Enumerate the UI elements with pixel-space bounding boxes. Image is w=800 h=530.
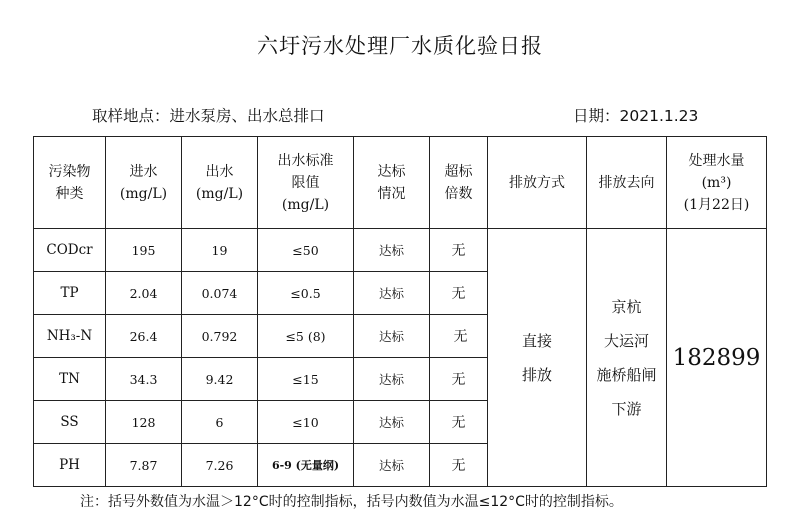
effluent-value: 7.26: [182, 444, 258, 487]
discharge-destination-line3: 施桥船闸: [596, 365, 657, 384]
status-value: 达标: [354, 315, 430, 358]
water-quality-table: [33, 136, 767, 487]
col-influent: [106, 137, 182, 229]
status-value: 达标: [354, 444, 430, 487]
limit-value: 6-9 (无量纲): [258, 444, 354, 487]
influent-value: 2.04: [106, 272, 182, 315]
pollutant-name: CODcr: [34, 229, 106, 272]
col-pollutant-line2: 种类: [55, 185, 84, 202]
report-date: 日期：2021.1.23: [573, 107, 699, 125]
pollutant-name: PH: [34, 444, 106, 487]
col-effluent: [182, 137, 258, 229]
col-effluent-line1: 出水: [205, 163, 234, 180]
discharge-destination-line2: 大运河: [603, 331, 649, 350]
col-limit-line2: 限值: [291, 174, 320, 191]
col-exceed: [430, 137, 488, 229]
discharge-method-cell: [488, 229, 587, 487]
pollutant-name: SS: [34, 401, 106, 444]
pollutant-name: NH₃-N: [34, 315, 106, 358]
col-volume: [667, 137, 767, 229]
col-discharge-method: 排放方式: [488, 137, 587, 229]
status-value: 达标: [354, 401, 430, 444]
col-limit-line1: 出水标准: [277, 152, 334, 169]
exceed-value: 无: [430, 358, 488, 401]
effluent-value: 9.42: [182, 358, 258, 401]
exceed-value: 无: [430, 272, 488, 315]
limit-value: ≤5 (8): [258, 315, 354, 358]
influent-value: 34.3: [106, 358, 182, 401]
influent-value: 195: [106, 229, 182, 272]
influent-value: 128: [106, 401, 182, 444]
col-volume-line1: 处理水量: [688, 152, 745, 169]
status-value: 达标: [354, 358, 430, 401]
limit-value: ≤10: [258, 401, 354, 444]
exceed-value: 无: [430, 315, 488, 358]
footnote: 注：括号外数值为水温＞12°C时的控制指标，括号内数值为水温≤12°C时的控制指标。: [80, 494, 623, 510]
col-influent-line2: (mg/L): [119, 185, 168, 202]
col-limit-line3: (mg/L): [281, 196, 330, 213]
effluent-value: 6: [182, 401, 258, 444]
col-pollutant: [34, 137, 106, 229]
limit-value: ≤0.5: [258, 272, 354, 315]
col-status-line1: 达标: [377, 163, 406, 180]
pollutant-name: TP: [34, 272, 106, 315]
effluent-value: 0.074: [182, 272, 258, 315]
effluent-value: 19: [182, 229, 258, 272]
discharge-destination-line1: 京杭: [611, 297, 642, 316]
discharge-destination-cell: [587, 229, 667, 487]
status-value: 达标: [354, 272, 430, 315]
header-row: [34, 137, 767, 229]
col-discharge-destination: 排放去向: [587, 137, 667, 229]
col-exceed-line1: 超标: [444, 163, 473, 180]
col-pollutant-line1: 污染物: [48, 163, 91, 180]
effluent-value: 0.792: [182, 315, 258, 358]
page-title: 六圩污水处理厂水质化验日报: [257, 34, 543, 58]
exceed-value: 无: [430, 401, 488, 444]
discharge-method-line2: 排放: [521, 365, 552, 384]
col-effluent-line2: (mg/L): [195, 185, 244, 202]
influent-value: 26.4: [106, 315, 182, 358]
col-volume-line3: (1月22日): [683, 196, 750, 213]
discharge-method-line1: 直接: [521, 331, 552, 350]
col-influent-line1: 进水: [129, 163, 158, 180]
exceed-value: 无: [430, 229, 488, 272]
col-exceed-line2: 倍数: [444, 185, 473, 202]
treated-volume: 182899: [667, 229, 767, 487]
limit-value: ≤15: [258, 358, 354, 401]
limit-value: ≤50: [258, 229, 354, 272]
sampling-location: 取样地点：进水泵房、出水总排口: [92, 107, 325, 125]
status-value: 达标: [354, 229, 430, 272]
col-volume-line2: (m³): [701, 174, 732, 191]
exceed-value: 无: [430, 444, 488, 487]
col-status-line2: 情况: [377, 185, 406, 202]
col-status: [354, 137, 430, 229]
influent-value: 7.87: [106, 444, 182, 487]
discharge-destination-line4: 下游: [611, 399, 642, 418]
col-limit: [258, 137, 354, 229]
pollutant-name: TN: [34, 358, 106, 401]
table-row: [34, 229, 767, 272]
